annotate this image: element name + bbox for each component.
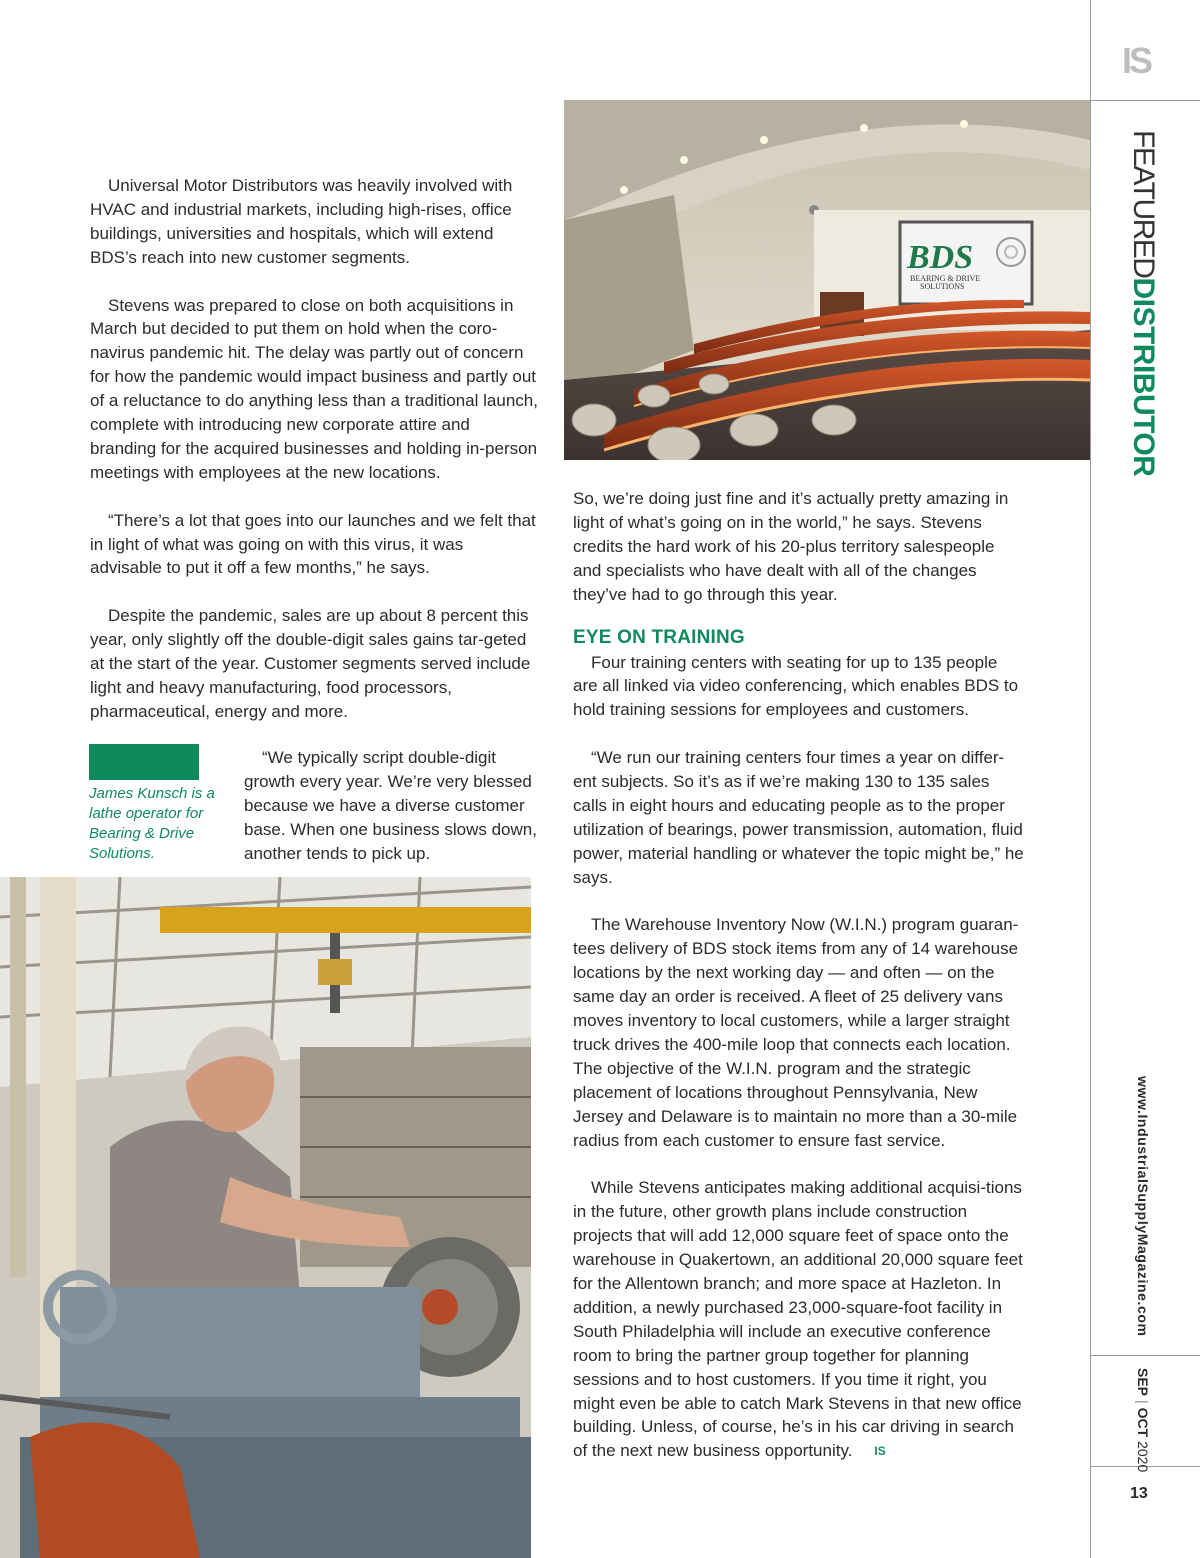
screen-subtitle: SOLUTIONS	[920, 282, 965, 291]
caption-accent-bar	[89, 744, 199, 780]
lathe-operator-photo	[0, 877, 531, 1558]
closing-paragraph-text: While Stevens anticipates making additional acquisi-tions in the future, other growth plans include construction projects that will add 12,000 square feet of space onto the warehouse in Quakertown, an additional 20,000 square feet for the Allentown branch; and more space at Hazleton. In addition, a newly purchased 23,000-square-foot facility in South Philadelphia will include an executive conference room to bring the partner group together for planning sessions and to host customers. If you time it right, you might even be able to catch Mark Stevens in that new office building. Unless, of course, he’s in his car driving in search of the next new business opportunity.	[573, 1178, 1023, 1461]
magazine-logo: IS	[1122, 40, 1151, 81]
sidebar-rule	[1090, 1355, 1200, 1356]
photo-caption: James Kunsch is a lathe operator for Bearing & Drive Solutions.	[89, 785, 215, 862]
body-paragraph	[573, 1176, 1025, 1464]
quote-paragraph: “We typically script double-digit growth every year. We’re very blessed because we have a diverse customer base. When one business slows down, another tends to pick up.	[244, 748, 537, 863]
training-room-photo	[564, 100, 1090, 460]
page-number: 13	[1130, 1485, 1148, 1502]
issue-date-separator: |	[1135, 1400, 1151, 1404]
sidebar-divider	[1090, 0, 1091, 1558]
body-paragraph: Four training centers with seating for up to 135 people are all linked via video conferencing, which enables BDS to hold training sessions for employees and customers.	[573, 652, 1019, 720]
body-paragraph: Despite the pandemic, sales are up about 8 percent this year, only slightly off the double-digit sales gains tar-geted at the start of the year. Customer segments served include light and heavy manufacturing, food processors, pharmaceutical, energy and more.	[90, 606, 531, 721]
body-paragraph: Stevens was prepared to close on both acquisitions in March but decided to put them on hold when the coro-navirus pandemic hit. The delay was partly out of concern for how the pandemic would impact business and partly out of a reluctance to do anything less than a traditional launch, complete with introducing new corporate attire and branding for the acquired businesses and holding in-person meetings with employees at the new locations.	[90, 295, 538, 482]
issue-month: OCT	[1135, 1407, 1151, 1438]
issue-year: 2020	[1135, 1441, 1151, 1473]
screen-logo: BDS	[907, 239, 974, 276]
screen-subtitle: BEARING & DRIVE	[910, 274, 981, 283]
section-title-bold: DISTRIBUTOR	[1127, 277, 1160, 477]
issue-month: SEP	[1135, 1368, 1151, 1397]
body-paragraph: The Warehouse Inventory Now (W.I.N.) program guaran-tees delivery of BDS stock items from any of 14 warehouse locations by the next working day — and often — on the same day an order is received. A fleet of 25 delivery vans moves inventory to local customers, while a larger straight truck drives the 400-mile loop that connects each location. The objective of the W.I.N. program and the strategic placement of locations throughout Pennsylvania, New Jersey and Delaware is to maintain no more than a 30-mile radius from each customer to ensure fast service.	[573, 915, 1019, 1150]
body-paragraph: Universal Motor Distributors was heavily involved with HVAC and industrial markets, including high-rises, office buildings, universities and hospitals, which will extend BDS’s reach into new customer segments.	[90, 176, 513, 267]
end-mark-logo: IS	[874, 1444, 886, 1459]
sidebar-rule	[1090, 100, 1200, 101]
quote-column	[244, 746, 540, 866]
section-heading: EYE ON TRAINING	[573, 626, 745, 648]
left-column	[90, 174, 538, 748]
right-column	[573, 487, 1025, 1488]
training-room-illustration	[564, 100, 1090, 460]
section-title-vertical	[1126, 130, 1160, 477]
body-paragraph: “There’s a lot that goes into our launches and we felt that in light of what was going on with this virus, it was advisable to put it off a few months,” he says.	[90, 510, 536, 578]
issue-date	[1133, 1368, 1153, 1473]
lathe-illustration	[0, 877, 531, 1558]
body-paragraph: “We run our training centers four times a year on differ-ent subjects. So it’s as if we’re making 130 to 135 sales calls in eight hours and educating people as to the proper utilization of bearings, power transmission, automation, fluid power, material handling or whatever the topic might be,” he says.	[573, 748, 1024, 887]
section-title-light: FEATURED	[1127, 130, 1160, 278]
body-paragraph: So, we’re doing just fine and it’s actually pretty amazing in light of what’s going on in the world,” he says. Stevens credits the hard work of his 20-plus territory salespeople and specialists who have dealt with all of the changes they’ve had to go through this year.	[573, 489, 1009, 604]
website-url[interactable]: www.IndustrialSupplyMagazine.com	[1135, 1076, 1151, 1337]
